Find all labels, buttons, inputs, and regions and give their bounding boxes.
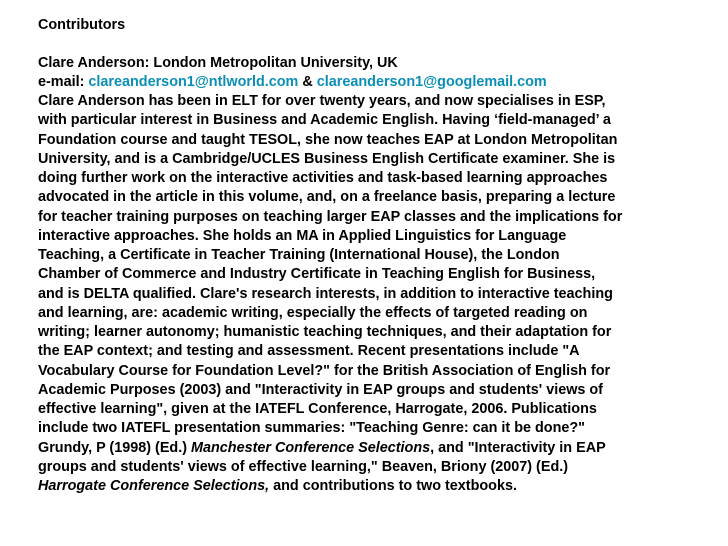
bio-line: writing; learner autonomy; humanistic teaching techniques, and their adaptation for	[38, 324, 612, 340]
bio-line: Vocabulary Course for Foundation Level?" for the British Association of English for	[38, 362, 611, 379]
email-link-ntlworld[interactable]: clareanderson1@ntlworld.com	[88, 74, 299, 90]
bio-line: Clare Anderson has been in ELT for over twenty years, and now specialises in ESP,	[38, 93, 606, 109]
bio-line: effective learning", given at the IATEFL Conference, Harrogate, 2006. Publications	[38, 401, 597, 417]
bio-line: for teacher training purposes on teaching larger EAP classes and the implications for	[38, 208, 623, 225]
page-heading: Contributors	[38, 17, 126, 33]
email-line	[38, 73, 722, 92]
bio-line: advocated in the article in this volume, and, on a freelance basis, preparing a lecture	[38, 189, 616, 206]
bio-text: , and "Interactivity in EAP	[430, 439, 606, 456]
bio-line: groups and students' views of effective learning," Beaven, Briony (2007) (Ed.)	[38, 458, 569, 475]
bio-line: include two IATEFL presentation summaries: "Teaching Genre: can it be done?"	[38, 420, 585, 437]
bio-line-with-title	[38, 477, 722, 496]
bio-line: Chamber of Commerce and Industry Certificate in Teaching English for Business,	[38, 266, 596, 283]
bio-line: Teaching, a Certificate in Teacher Training (International House), the London	[38, 247, 560, 263]
bio-text: and contributions to two textbooks.	[269, 478, 517, 494]
spacer	[38, 35, 722, 54]
email-label: e-mail:	[38, 74, 89, 90]
bio-line: Foundation course and taught TESOL, she now teaches EAP at London Metropolitan	[38, 131, 618, 148]
bio-line: and learning, are: academic writing, especially the effects of targeted reading on	[38, 304, 588, 321]
bio-line-with-title	[38, 439, 722, 458]
publication-title: Harrogate Conference Selections,	[38, 478, 270, 494]
bio-line: interactive approaches. She holds an MA in Applied Linguistics for Language	[38, 227, 567, 244]
bio-line: doing further work on the interactive activities and task-based learning approaches	[38, 170, 608, 186]
contributor-name-affiliation: Clare Anderson: London Metropolitan University, UK	[38, 55, 398, 71]
bio-line: with particular interest in Business and Academic English. Having ‘field-managed’ a	[38, 112, 611, 129]
bio-line: the EAP context; and testing and assessment. Recent presentations include "A	[38, 343, 580, 360]
bio-line: Academic Purposes (2003) and "Interactivity in EAP groups and students' views of	[38, 381, 603, 398]
contributors-page	[38, 16, 722, 496]
bio-line: University, and is a Cambridge/UCLES Business English Certificate examiner. She is	[38, 150, 616, 167]
bio-text: Grundy, P (1998) (Ed.)	[38, 439, 191, 456]
email-separator: &	[298, 74, 317, 90]
email-link-googlemail[interactable]: clareanderson1@googlemail.com	[316, 74, 547, 90]
bio-line: and is DELTA qualified. Clare's research interests, in addition to interactive teaching	[38, 285, 613, 302]
publication-title: Manchester Conference Selections	[191, 439, 431, 456]
biography	[38, 92, 722, 496]
